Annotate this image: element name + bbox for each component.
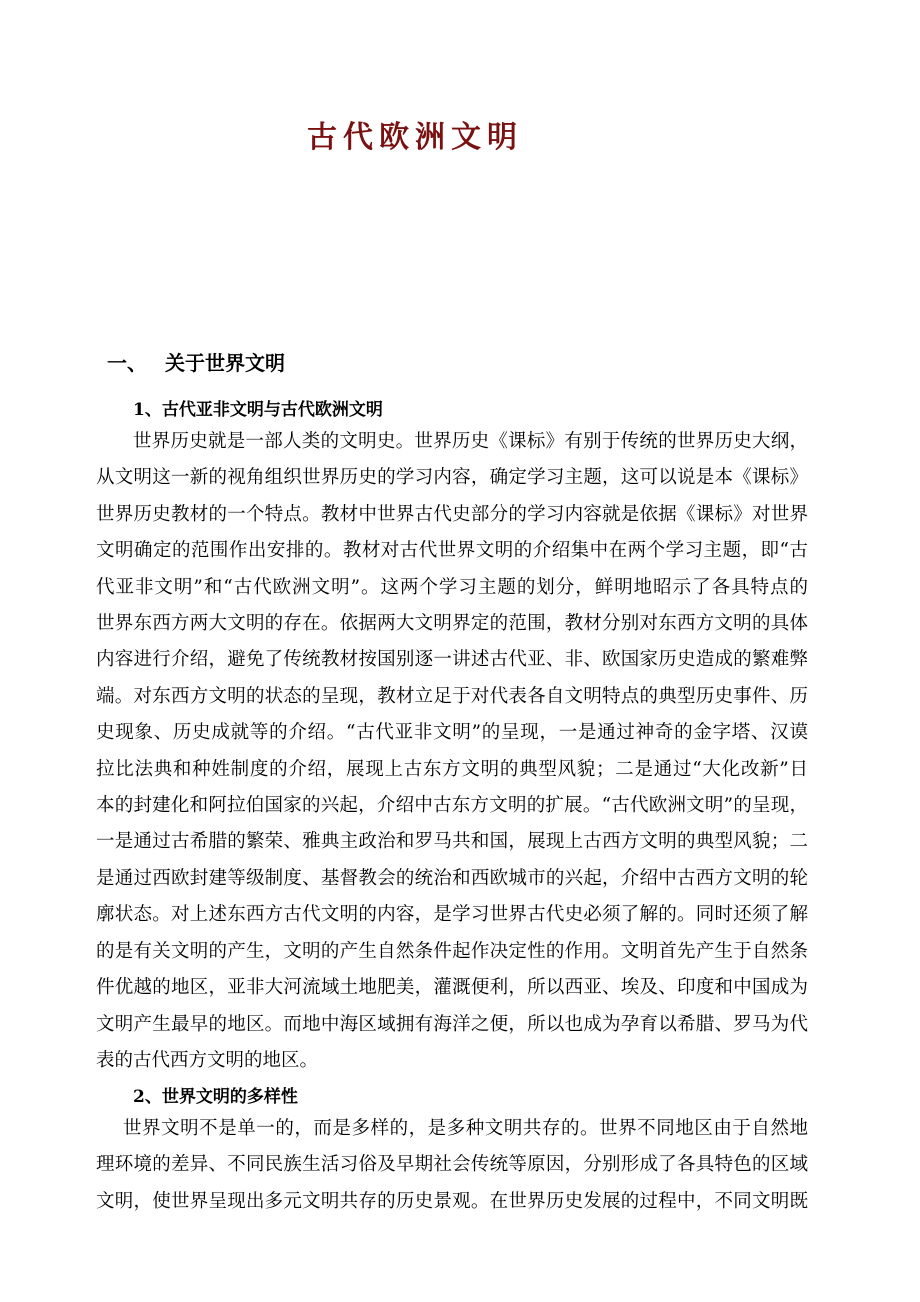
paragraph-line: 世界历史就是一部人类的文明史。世界历史《课标》有别于传统的世界历史大纲， xyxy=(133,431,808,452)
paragraph-line: 一是通过古希腊的繁荣、雅典主政治和罗马共和国，展现上古西方文明的典型风貌；二 xyxy=(96,831,808,853)
paragraph-line: 拉比法典和种姓制度的介绍，展现上古东方文明的典型风貌；二是通过“大化改新”日 xyxy=(96,758,808,780)
document-title: 古代欧洲文明 xyxy=(307,120,523,155)
subsection-heading-1: 1、古代亚非文明与古代欧洲文明 xyxy=(133,400,383,420)
paragraph-line: 廓状态。对上述东西方古代文明的内容，是学习世界古代史必须了解的。同时还须了解 xyxy=(96,904,808,926)
paragraph-1 xyxy=(96,424,808,1079)
paragraph-line: 世界东西方两大文明的存在。依据两大文明界定的范围，教材分别对东西方文明的具体 xyxy=(96,613,808,635)
paragraph-line: 理环境的差异、不同民族生活习俗及早期社会传统等原因，分别形成了各具特色的区域 xyxy=(96,1154,808,1176)
paragraph-line: 本的封建化和阿拉伯国家的兴起，介绍中古东方文明的扩展。“古代欧洲文明”的呈现， xyxy=(96,795,808,817)
section-heading-text: 关于世界文明 xyxy=(165,351,285,375)
paragraph-line: 史现象、历史成就等的介绍。“古代亚非文明”的呈现，一是通过神奇的金字塔、汉谟 xyxy=(96,722,808,744)
paragraph-line: 文明产生最早的地区。而地中海区域拥有海洋之便，所以也成为孕育以希腊、罗马为代 xyxy=(96,1013,808,1035)
paragraph-line: 件优越的地区，亚非大河流域土地肥美，灌溉便利，所以西亚、埃及、印度和中国成为 xyxy=(96,977,808,999)
paragraph-line: 文明确定的范围作出安排的。教材对古代世界文明的介绍集中在两个学习主题，即“古 xyxy=(96,540,808,562)
paragraph-2 xyxy=(96,1111,808,1220)
section-heading xyxy=(107,347,285,376)
paragraph-line: 世界文明不是单一的，而是多样的，是多种文明共存的。世界不同地区由于自然地 xyxy=(123,1118,808,1139)
paragraph-line: 文明，使世界呈现出多元文明共存的历史景观。在世界历史发展的过程中，不同文明既 xyxy=(96,1190,808,1212)
paragraph-line: 代亚非文明”和“古代欧洲文明”。这两个学习主题的划分，鲜明地昭示了各具特点的 xyxy=(96,576,808,598)
paragraph-line: 世界历史教材的一个特点。教材中世界古代史部分的学习内容就是依据《课标》对世界 xyxy=(96,503,808,525)
paragraph-line: 的是有关文明的产生，文明的产生自然条件起作决定性的作用。文明首先产生于自然条 xyxy=(96,940,808,962)
paragraph-line: 内容进行介绍，避免了传统教材按国别逐一讲述古代亚、非、欧国家历史造成的繁难弊 xyxy=(96,649,808,671)
subsection-heading-2: 2、世界文明的多样性 xyxy=(133,1087,298,1107)
paragraph-line: 端。对东西方文明的状态的呈现，教材立足于对代表各自文明特点的典型历史事件、历 xyxy=(96,685,808,707)
paragraph-line: 是通过西欧封建等级制度、基督教会的统治和西欧城市的兴起，介绍中古西方文明的轮 xyxy=(96,867,808,889)
section-number: 一、 xyxy=(107,351,147,375)
paragraph-line: 表的古代西方文明的地区。 xyxy=(96,1049,319,1071)
paragraph-line: 从文明这一新的视角组织世界历史的学习内容，确定学习主题，这可以说是本《课标》 xyxy=(96,467,808,489)
